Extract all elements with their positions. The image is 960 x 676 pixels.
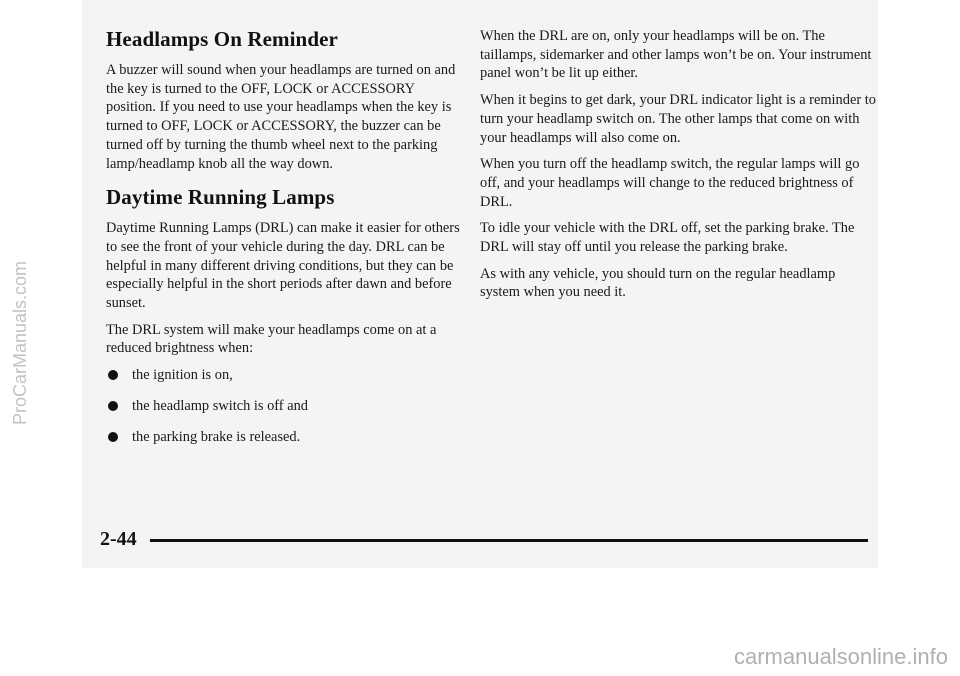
paragraph-switch-off: When you turn off the headlamp switch, the regular lamps will go off, and your headlamps will change to the reduced brightness of DRL. <box>480 156 860 210</box>
bullet-icon <box>108 370 118 380</box>
page-footer <box>100 528 870 552</box>
right-column <box>480 27 876 310</box>
paragraph-regular-system: As with any vehicle, you should turn on the regular headlamp system when you need it. <box>480 265 836 301</box>
footer-rule <box>150 539 868 542</box>
paragraph-indicator-light: When it begins to get dark, your DRL indicator light is a reminder to turn your headlamp switch on. The other lamps that come on with your headlamps will also come on. <box>480 92 876 146</box>
paragraph-drl-on: When the DRL are on, only your headlamps will be on. The taillamps, sidemarker and other lamps won’t be on. Your instrument panel won’t be lit up either. <box>480 28 872 82</box>
list-item-text: the parking brake is released. <box>132 429 301 446</box>
list-item <box>106 397 466 415</box>
heading-daytime-running-lamps: Daytime Running Lamps <box>106 185 335 210</box>
vertical-watermark <box>0 95 30 425</box>
site-watermark: carmanualsonline.info <box>733 644 948 669</box>
list-item-text: the ignition is on, <box>132 367 233 384</box>
bullet-icon <box>108 401 118 411</box>
paragraph-idle: To idle your vehicle with the DRL off, set the parking brake. The DRL will stay off until you release the parking brake. <box>480 220 855 256</box>
condition-list <box>106 366 466 446</box>
watermark-text: ProCarManuals.com <box>10 260 30 425</box>
bullet-icon <box>108 432 118 442</box>
paragraph-drl-conditions: The DRL system will make your headlamps come on at a reduced brightness when: <box>106 321 437 357</box>
paragraph-drl-intro: Daytime Running Lamps (DRL) can make it easier for others to see the front of your vehicle during the day. DRL can be helpful in many different driving conditions, but they can be especially helpful in the short periods after dawn and before sunset. <box>106 220 460 312</box>
page-number: 2-44 <box>100 528 137 550</box>
heading-headlamps-on-reminder: Headlamps On Reminder <box>106 27 338 51</box>
list-item-text: the headlamp switch is off and <box>132 398 308 415</box>
list-item <box>106 366 466 384</box>
left-column <box>106 27 466 459</box>
paragraph-buzzer: A buzzer will sound when your headlamps are turned on and the key is turned to the OFF, LOCK or ACCESSORY position. If you need to use your headlamps when the key is turned to OFF, LOCK or ACCESSORY, the buzzer can be turned off by turning the thumb wheel next to the parking lamp/headlamp knob all the way down. <box>106 62 456 172</box>
list-item <box>106 428 466 446</box>
